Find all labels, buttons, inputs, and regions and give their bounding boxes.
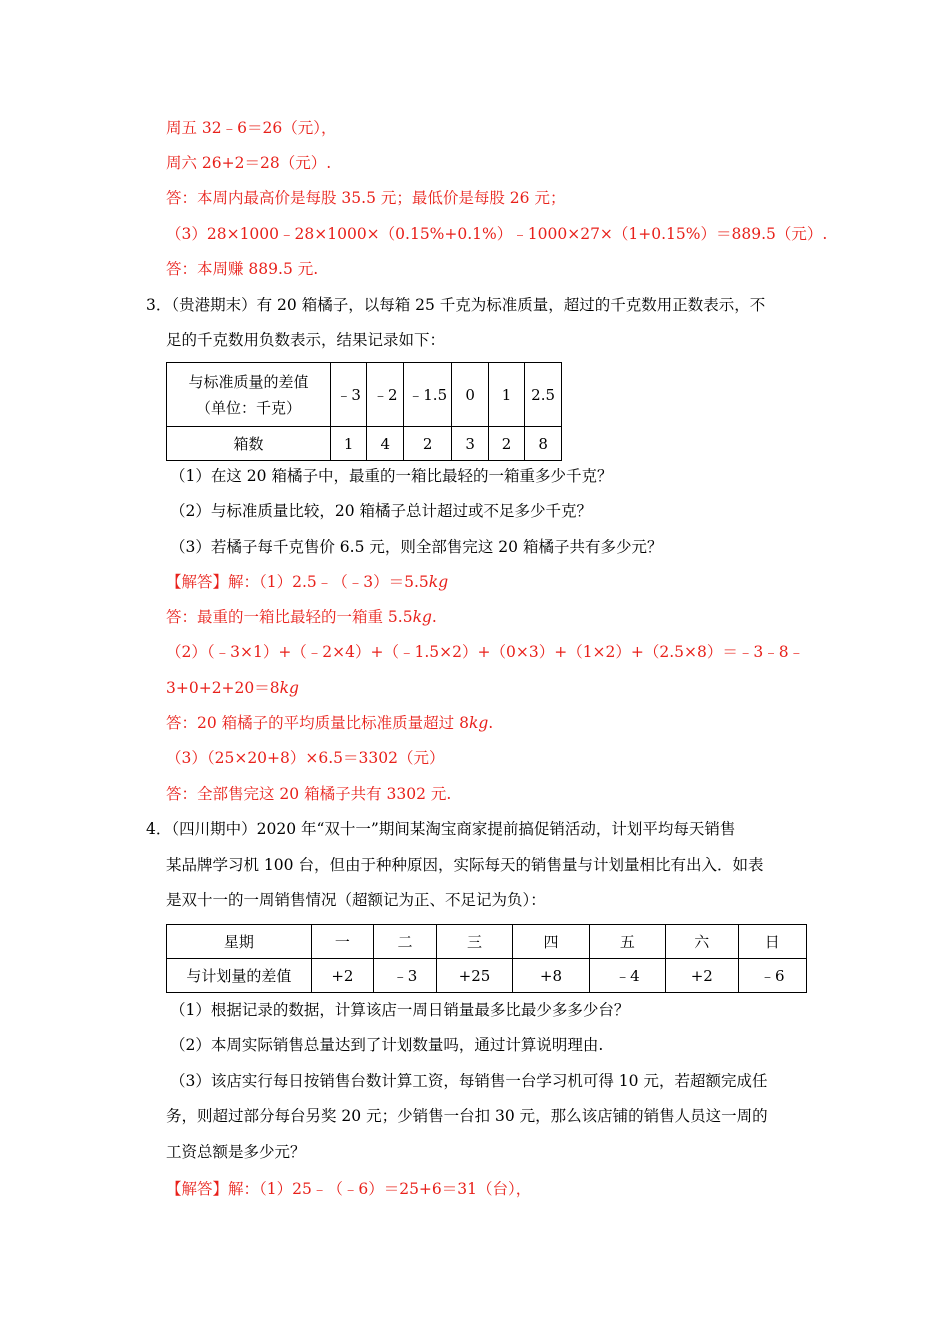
question-4-line-3: 是双十一的一周销售情况（超额记为正、不足记为负）： <box>166 891 546 909</box>
q4-diff-cell: +2 <box>666 959 738 993</box>
prev-answer-2: 答：本周内最高价是每股 35.5 元；最低价是每股 26 元； <box>166 189 566 207</box>
q4-day-cell: 二 <box>374 925 437 959</box>
prev-solution-line-1: 周五 32﹣6＝26（元）， <box>166 119 337 137</box>
unit-kg: kg <box>428 573 449 591</box>
q4-diff-cell: +25 <box>436 959 513 993</box>
q4-row1-header: 星期 <box>167 925 312 959</box>
q4-solution-1: 【解答】解：（1）25﹣（﹣6）＝25+6＝31（台）， <box>166 1180 532 1198</box>
q4-table-row-days <box>167 925 807 959</box>
q3-table-row-difference <box>167 363 562 427</box>
question-4-text: （四川期中）2020 年“双十一”期间某淘宝商家提前搞促销活动，计划平均每天销售 <box>171 820 736 838</box>
question-3-number: 3． <box>146 296 172 314</box>
prev-solution-part-3: （3）28×1000﹣28×1000×（0.15%+0.1%）﹣1000×27×（1+0.15%）＝889.5（元）. <box>166 225 828 243</box>
question-3-sub-2: （2）与标准质量比较，20 箱橘子总计超过或不足多少千克？ <box>170 502 593 520</box>
q3-row2-header: 箱数 <box>167 427 331 461</box>
q4-sales-table <box>166 924 807 993</box>
solution-tag: 【解答】 <box>166 573 229 591</box>
question-3-sub-1: （1）在这 20 箱橘子中，最重的一箱比最轻的一箱重多少千克？ <box>170 467 613 485</box>
q4-day-cell: 一 <box>311 925 374 959</box>
question-4-sub-1: （1）根据记录的数据，计算该店一周日销量最多比最少多多少台？ <box>170 1001 630 1019</box>
q4-day-cell: 六 <box>666 925 738 959</box>
q4-diff-cell: +8 <box>513 959 589 993</box>
unit-kg: kg <box>468 714 489 732</box>
q4-diff-cell: ﹣3 <box>374 959 437 993</box>
question-4-line-1 <box>146 819 735 839</box>
question-3-line-1 <box>146 295 765 315</box>
q4-table-row-diff <box>167 959 807 993</box>
unit-kg: kg <box>279 679 299 697</box>
question-4-sub-3-line-1: （3）该店实行每日按销售台数计算工资，每销售一台学习机可得 10 元，若超额完成任 <box>170 1072 768 1090</box>
question-3-text: （贵港期末）有 20 箱橘子，以每箱 25 千克为标准质量，超过的千克数用正数表示，不 <box>171 296 766 314</box>
q3-box-cell: 2 <box>488 427 524 461</box>
q3-solution-2-line-2: 3+0+2+20＝8kg <box>166 679 299 697</box>
q3-answer-1: 答：最重的一箱比最轻的一箱重 5.5kg. <box>166 608 437 626</box>
q3-box-cell: 8 <box>525 427 562 461</box>
question-4-sub-3-line-3: 工资总额是多少元？ <box>166 1143 306 1161</box>
q4-row2-header: 与计划量的差值 <box>167 959 312 993</box>
question-3-line-2: 足的千克数用负数表示，结果记录如下： <box>166 331 446 349</box>
q4-day-cell: 日 <box>738 925 806 959</box>
q4-day-cell: 三 <box>436 925 513 959</box>
q3-diff-cell: ﹣1.5 <box>403 363 451 427</box>
question-4-line-2: 某品牌学习机 100 台，但由于种种原因，实际每天的销售量与计划量相比有出入．如表 <box>166 856 764 874</box>
q3-answer-2: 答：20 箱橘子的平均质量比标准质量超过 8kg. <box>166 714 494 732</box>
q3-solution-2-line-1: （2）（﹣3×1）+（﹣2×4）+（﹣1.5×2）+（0×3）+（1×2）+（2.5×8）＝﹣3﹣8﹣ <box>166 643 805 661</box>
q3-box-cell: 2 <box>403 427 451 461</box>
prev-solution-line-2: 周六 26+2＝28（元）. <box>166 154 332 172</box>
q3-diff-cell: 0 <box>452 363 488 427</box>
q3-box-cell: 3 <box>452 427 488 461</box>
question-4-number: 4． <box>146 820 172 838</box>
q4-diff-cell: +2 <box>311 959 374 993</box>
q4-day-cell: 五 <box>589 925 665 959</box>
q4-diff-cell: ﹣6 <box>738 959 806 993</box>
prev-answer-3: 答：本周赚 889.5 元. <box>166 260 319 278</box>
unit-kg: kg <box>412 608 432 626</box>
q3-solution-3: （3）（25×20+8）×6.5＝3302（元） <box>166 749 445 767</box>
q3-diff-cell: ﹣2 <box>367 363 404 427</box>
q3-diff-cell: 1 <box>488 363 524 427</box>
q3-box-cell: 4 <box>367 427 404 461</box>
q3-table-row-boxes <box>167 427 562 461</box>
q4-day-cell: 四 <box>513 925 589 959</box>
question-4-sub-2: （2）本周实际销售总量达到了计划数量吗，通过计算说明理由. <box>170 1036 604 1054</box>
solution-tag: 【解答】 <box>166 1180 229 1198</box>
q3-row1-header: 与标准质量的差值 （单位：千克） <box>167 363 331 427</box>
question-4-sub-3-line-2: 务，则超过部分每台另奖 20 元；少销售一台扣 30 元，那么该店铺的销售人员这一周的 <box>166 1107 768 1125</box>
q4-diff-cell: ﹣4 <box>589 959 665 993</box>
q3-diff-cell: ﹣3 <box>330 363 367 427</box>
q3-diff-cell: 2.5 <box>525 363 562 427</box>
q3-weight-table <box>166 362 562 461</box>
q3-answer-3: 答：全部售完这 20 箱橘子共有 3302 元. <box>166 785 452 803</box>
question-3-sub-3: （3）若橘子每千克售价 6.5 元，则全部售完这 20 箱橘子共有多少元？ <box>170 538 663 556</box>
q3-solution-1: 【解答】解：（1）2.5﹣（﹣3）＝5.5kg <box>166 573 449 591</box>
q3-box-cell: 1 <box>330 427 367 461</box>
